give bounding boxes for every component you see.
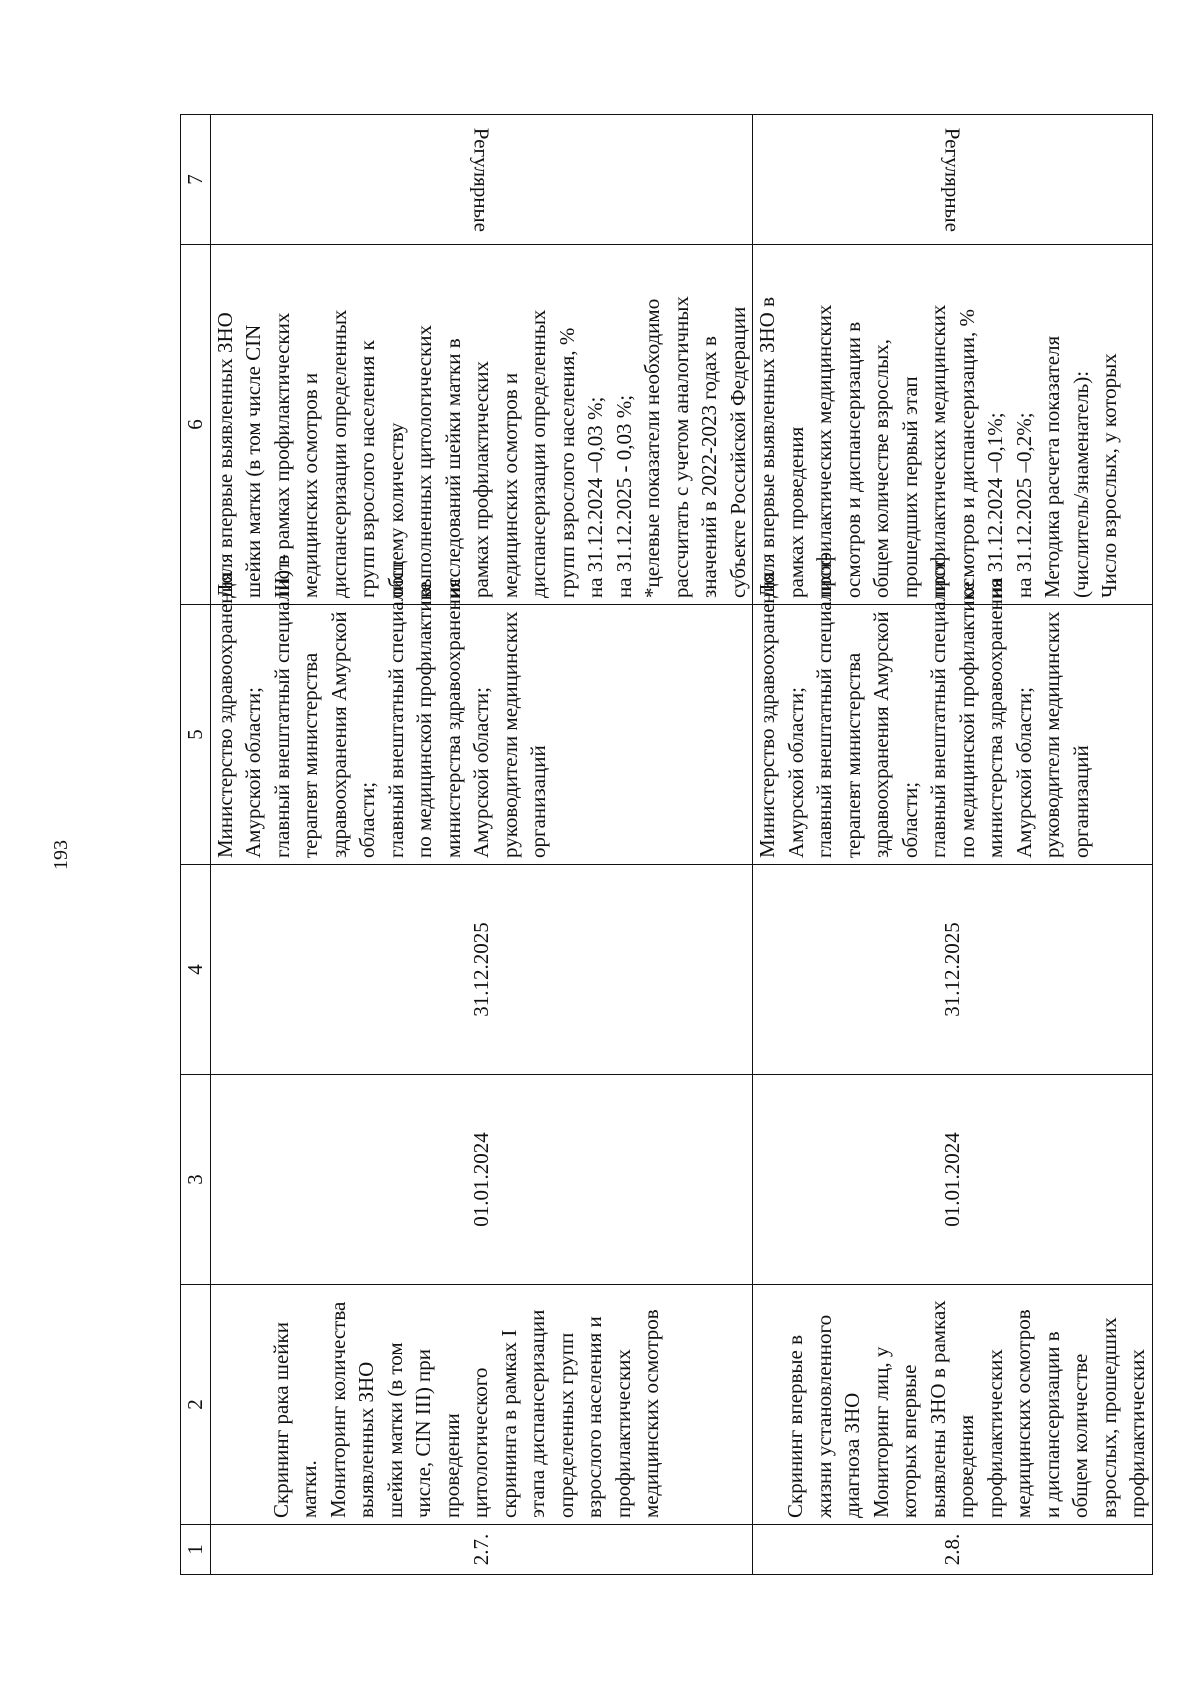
text-line: медицинских осмотров [639, 1309, 663, 1518]
indicator-text [211, 251, 753, 598]
text-line: министерства здравоохранения [983, 578, 1007, 858]
indicator-text [753, 251, 1124, 598]
text-line: главный внештатный специалист- [812, 553, 836, 858]
text-line: терапевт министерства [298, 652, 322, 858]
responsible-cell [753, 553, 1153, 865]
row-number: 2.7. [210, 1525, 753, 1575]
indicator-cell [753, 245, 1153, 605]
text-line: профилактических медицинских [812, 304, 836, 598]
frequency-text: Регулярные [469, 127, 494, 232]
text-line: проведении [439, 1413, 464, 1518]
text-line: субъекте Российской Федерации [725, 306, 750, 598]
text-line: медицинских осмотров и [298, 372, 322, 598]
text-line: Министерство здравоохранения [755, 571, 779, 858]
end-date: 31.12.2025 [753, 865, 1153, 1075]
text-line: которых впервые [897, 1364, 921, 1518]
text-line: числе, CIN III) при [411, 1348, 435, 1518]
text-line: профилактических [982, 1349, 1007, 1518]
header-col-5: 5 [181, 605, 211, 865]
text-line: профилактических медицинских [926, 304, 950, 598]
text-line: Скрининг рака шейки [268, 1322, 293, 1518]
text-line: главный внештатный специалист [926, 560, 950, 858]
text-line: исследований шейки матки в [440, 338, 465, 598]
header-col-1: 1 [181, 1525, 211, 1575]
text-line: *целевые показатели необходимо [640, 298, 664, 598]
event-text [753, 1291, 1152, 1518]
text-line: групп взрослого населения к [355, 340, 379, 598]
text-line: III) в рамках профилактических [269, 312, 294, 598]
text-line: взрослого населения и [582, 1316, 606, 1518]
text-line: рассчитать с учетом аналогичных [668, 296, 693, 598]
text-line: выполненных цитологических [412, 325, 436, 598]
text-line: общему количеству [383, 422, 408, 598]
start-date: 01.01.2024 [210, 1075, 753, 1285]
text-line: Министерство здравоохранения [212, 571, 237, 858]
text-line: организаций [1068, 745, 1093, 858]
text-line: терапевт министерства [840, 652, 865, 858]
text-line: значений в 2022-2023 годах в [697, 336, 721, 598]
text-line: осмотров и диспансеризации в [840, 321, 865, 598]
row-number: 2.8. [753, 1525, 1153, 1575]
text-line: Скрининг впервые в [783, 1334, 807, 1518]
rotated-table-container [180, 115, 1149, 1575]
text-line: шейки матки (в том [382, 1342, 407, 1518]
page-number: 193 [50, 840, 72, 870]
header-col-6: 6 [181, 245, 211, 605]
text-line: цитологического [468, 1367, 492, 1518]
text-line: общем количестве [1068, 1353, 1092, 1518]
text-line: руководители медицинских [497, 611, 522, 858]
header-col-3: 3 [181, 1075, 211, 1285]
text-line: диспансеризации определенных [526, 309, 550, 598]
text-line: и диспансеризации в [1039, 1331, 1064, 1518]
text-line: диспансеризации определенных [326, 309, 351, 598]
end-date: 31.12.2025 [210, 865, 753, 1075]
text-line: Амурской области; [783, 687, 808, 858]
text-line: на 31.12.2025 –0,2%; [1011, 412, 1036, 598]
text-line: медицинских осмотров [1011, 1309, 1035, 1518]
text-line: Мониторинг количества [325, 1301, 350, 1518]
text-line: диагноза ЗНО [840, 1392, 864, 1518]
text-line: профилактических [610, 1349, 635, 1518]
frequency-text: Регулярные [940, 127, 965, 232]
frequency-cell [210, 115, 753, 245]
text-line: руководители медицинских [1040, 611, 1064, 858]
text-line: Число взрослых, у которых [1097, 353, 1121, 598]
text-line: рамках профилактических [469, 361, 493, 598]
header-col-7: 7 [181, 115, 211, 245]
text-line: общем количестве взрослых, [869, 339, 893, 598]
text-line: скрининга в рамках I [496, 1329, 521, 1518]
text-line: Амурской области; [1011, 687, 1036, 858]
header-row [181, 115, 211, 1575]
text-line: (числитель/знаменатель): [1068, 370, 1093, 598]
text-line: осмотров и диспансеризации, % [954, 309, 979, 598]
text-line: организаций [526, 745, 550, 858]
text-line: Методика расчета показателя [1040, 335, 1064, 598]
text-line: рамках проведения [783, 426, 808, 598]
text-line: по медицинской профилактике [954, 581, 979, 858]
text-line: шейки матки (в том числе CIN [241, 324, 265, 598]
event-cell [753, 1285, 1153, 1525]
text-line: Доля впервые выявленных ЗНО в [755, 297, 779, 598]
text-line: матки. [297, 1460, 321, 1518]
table-row [210, 115, 753, 1575]
text-line: медицинских осмотров и [497, 372, 522, 598]
event-text [211, 1291, 666, 1518]
text-line: Амурской области; [241, 687, 265, 858]
text-line: на 31.12.2024 –0,03 %; [583, 396, 607, 598]
responsible-cell [210, 553, 753, 865]
text-line: Амурской области; [469, 687, 493, 858]
text-line: области; [897, 781, 922, 858]
header-col-4: 4 [181, 865, 211, 1075]
plan-table [180, 114, 1153, 1575]
responsible-text [753, 553, 1095, 858]
text-line: министерства здравоохранения [440, 578, 465, 858]
text-line: профилактических [1125, 1349, 1149, 1518]
text-line: этапа диспансеризации [525, 1309, 549, 1518]
text-line: по медицинской профилактике [412, 581, 436, 858]
text-line: прошедших первый этап [897, 376, 922, 598]
text-line: на 31.12.2024 –0,1%; [983, 412, 1007, 598]
frequency-cell [753, 115, 1153, 245]
text-line: групп взрослого населения, % [554, 327, 579, 598]
text-line: Доля впервые выявленных ЗНО [212, 312, 237, 598]
header-col-2: 2 [181, 1285, 211, 1525]
text-line: области; [355, 781, 379, 858]
text-line: Мониторинг лиц, у [868, 1346, 893, 1518]
text-line: главный внештатный специалист- [269, 553, 294, 858]
text-line: жизни установленного [811, 1314, 836, 1518]
text-line: определенных групп [553, 1332, 578, 1518]
text-line: выявлены ЗНО в рамках [925, 1300, 950, 1518]
text-line: здравоохранения Амурской [869, 611, 893, 858]
text-line: главный внештатный специалист [383, 560, 408, 858]
text-line: на 31.12.2025 - 0,03 %; [611, 394, 636, 598]
text-line: проведения [954, 1414, 978, 1518]
text-line: взрослых, прошедших [1096, 1317, 1121, 1518]
responsible-text [211, 553, 553, 858]
text-line: выявленных ЗНО [354, 1361, 378, 1518]
table-row [753, 115, 1153, 1575]
text-line: здравоохранения Амурской [326, 611, 351, 858]
indicator-cell [210, 245, 753, 605]
event-cell [210, 1285, 753, 1525]
start-date: 01.01.2024 [753, 1075, 1153, 1285]
